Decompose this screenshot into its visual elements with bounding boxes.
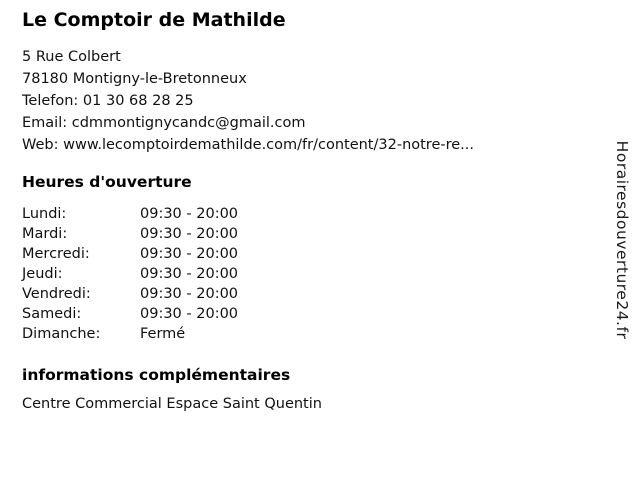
- additional-info-text: Centre Commercial Espace Saint Quentin: [22, 396, 322, 412]
- opening-hours-table: [22, 204, 600, 344]
- table-row: [22, 284, 600, 304]
- table-row: [22, 224, 600, 244]
- table-row: [22, 204, 600, 224]
- contact-block: [22, 46, 600, 156]
- table-row: [22, 264, 600, 284]
- address-street: 5 Rue Colbert: [22, 49, 121, 65]
- day-label: Vendredi:: [22, 286, 91, 302]
- day-label: Mardi:: [22, 226, 68, 242]
- day-label: Samedi:: [22, 306, 82, 322]
- time-value: 09:30 - 20:00: [140, 286, 239, 302]
- time-value: Fermé: [140, 326, 186, 342]
- business-name: Le Comptoir de Mathilde: [22, 9, 286, 31]
- additional-info-heading: informations complémentaires: [22, 366, 291, 384]
- site-watermark: Horairesdouverture24.fr: [613, 140, 631, 340]
- table-row: [22, 324, 600, 344]
- time-value: 09:30 - 20:00: [140, 226, 239, 242]
- day-label: Lundi:: [22, 206, 67, 222]
- web-line: Web: www.lecomptoirdemathilde.com/fr/content/32-notre-re...: [22, 137, 474, 153]
- day-label: Mercredi:: [22, 246, 90, 262]
- phone-line: Telefon: 01 30 68 28 25: [22, 93, 194, 109]
- address-city: 78180 Montigny-le-Bretonneux: [22, 71, 247, 87]
- table-row: [22, 244, 600, 264]
- opening-hours-heading: Heures d'ouverture: [22, 173, 192, 191]
- main-content: [22, 8, 600, 415]
- time-value: 09:30 - 20:00: [140, 206, 239, 222]
- table-row: [22, 304, 600, 324]
- day-label: Jeudi:: [22, 266, 63, 282]
- email-line: Email: cdmmontignycandc@gmail.com: [22, 115, 306, 131]
- time-value: 09:30 - 20:00: [140, 266, 239, 282]
- time-value: 09:30 - 20:00: [140, 246, 239, 262]
- time-value: 09:30 - 20:00: [140, 306, 239, 322]
- day-label: Dimanche:: [22, 326, 101, 342]
